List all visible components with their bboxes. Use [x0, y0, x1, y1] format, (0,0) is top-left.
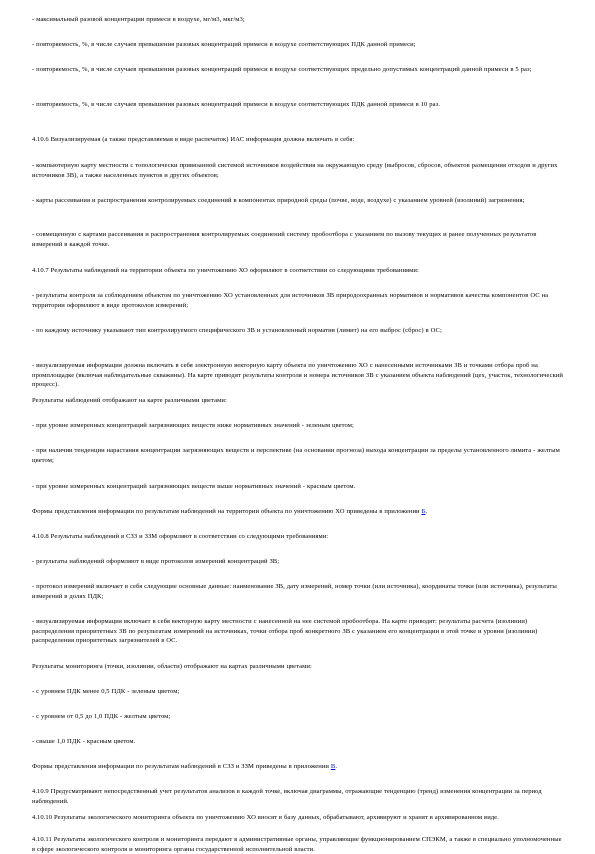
paragraph-9: 4.10.7 Результаты наблюдений на территории объекта по уничтожению ХО оформляют в соответствии со следующими требованиями:: [32, 267, 419, 274]
paragraph-3: - повторяемость, %, в числе случаев превышения разовых концентраций примеси в воздухе соответствующих предельно допустимых концентраций данной примеси в 5 раз;: [32, 66, 532, 73]
paragraph-7: - карты рассеивания и распространения контролируемых соединений в компонентах природной среды (почве, воде, воздухе) с указанием уровней (изолиний) загрязнения;: [32, 197, 525, 204]
paragraph-1: - максимальный разовой концентрации примеси в воздухе, мг/м3, мкг/м3;: [32, 16, 245, 23]
paragraph-26-text: Формы представления информации по результатам наблюдений в СЗЗ и ЗЗМ приведены в приложении: [32, 763, 331, 770]
paragraph-13: Результаты наблюдений отображают на карте различными цветами:: [32, 397, 227, 404]
paragraph-10: - результаты контроля за соблюдением объектом по уничтожению ХО установленных для источников ЗВ природоохранных нормативов и нормативов качества компонентов ОС на территории оформляют в виде протоколов измерений;: [32, 292, 549, 309]
paragraph-27: 4.10.9 Предусматривают непосредственный учет результатов анализов в каждой точке, включая диаграммы, отражающие тенденцию (тренд) изменения концентрации за период наблюдений.: [32, 788, 542, 805]
paragraph-20: - протокол измерений включает в себя следующие основные данные: наименование ЗВ, дату измерений, номер точки (или источника), координаты точки (или источника), результаты измерений в долях ПДК;: [32, 583, 557, 600]
paragraph-17: [32, 507, 427, 517]
paragraph-14: - при уровне измеренных концентраций загрязняющих веществ ниже нормативных значений - зеленым цветом;: [32, 422, 354, 429]
paragraph-4: - повторяемость, %, в числе случаев превышения разовых концентраций примеси в воздухе соответствующих ПДК данной примеси в 10 раз.: [32, 101, 440, 108]
paragraph-2: - повторяемость, %, в числе случаев превышения разовых концентраций примеси в воздухе соответствующих ПДК данной примеси;: [32, 41, 416, 48]
paragraph-26: [32, 762, 337, 772]
paragraph-23: - с уровнем ПДК менее 0,5 ПДК - зеленым цветом;: [32, 688, 180, 695]
appendix-b-link[interactable]: Б: [421, 508, 426, 515]
paragraph-25: - свыше 1,0 ПДК - красным цветом.: [32, 738, 136, 745]
paragraph-17-tail: .: [425, 508, 428, 515]
paragraph-6: - компьютерную карту местности с топологически привязанной системой источников воздействия на окружающую среду (выбросов, сбросов, объектов размещения отходов и других источников ЗВ), а также населенных пунктов и других объектов;: [32, 162, 558, 179]
paragraph-15: - при наличии тенденции нарастания концентрации загрязняющих веществ и перспективе (на основании прогноза) выхода концентрации за пределы установленного лимита - желтым цветом;: [32, 447, 560, 464]
paragraph-21: - визуализируемая информация включает в себя векторную карту местности с нанесенной на нее системой пробоотбора. На карте приводят: результаты расчета (изолинии) распределения приоритетных ЗВ по результатам измерений на источниках, точки отбора проб конкретного ЗВ с указанием его концентрации в этой точке и уровни (изолинии) распределения приоритетных загрязнителей в ОС.: [32, 618, 538, 645]
paragraph-22: Результаты мониторинга (точки, изолинии, области) отображают на картах различными цветами:: [32, 663, 312, 670]
paragraph-11: - по каждому источнику указывают тип контролируемого специфического ЗВ и установленный норматив (лимит) на его выброс (сброс) в ОС;: [32, 327, 442, 334]
paragraph-12: - визуализируемая информация должна включать в себя электронную векторную карту объекта по уничтожению ХО с нанесенными источниками ЗВ и точками отбора проб на промплощадке (включая наблюдательные скважины). На карте приводят результаты контроля и номера источников ЗВ с указанием объекта наблюдений (цех, участок, технологический процесс).: [32, 362, 563, 389]
paragraph-17-text: Формы представления информации по результатам наблюдений на территории объекта по уничтожению ХО приведены в приложении: [32, 508, 422, 515]
paragraph-5: 4.10.6 Визуализируемая (а также представляемая в виде распечаток) ИАС информация должна включать в себя:: [32, 136, 355, 143]
paragraph-18: 4.10.8 Результаты наблюдений в СЗЗ и ЗЗМ оформляют в соответствии со следующими требованиями:: [32, 533, 329, 540]
paragraph-16: - при уровне измеренных концентраций загрязняющих веществ выше нормативных значений - красным цветом.: [32, 483, 356, 490]
appendix-v-link[interactable]: В: [330, 763, 336, 770]
paragraph-19: - результаты наблюдений оформляют в виде протоколов измерений концентраций ЗВ;: [32, 558, 280, 565]
paragraph-29: 4.10.11 Результаты экологического контроля и мониторинга передают в административные органы, управляющие функционированием СПЭКМ, а также в специально уполномоченные в сфере экологического контроля и мониторинга органы государственной исполнительной власти.: [32, 836, 562, 853]
paragraph-26-tail: .: [335, 763, 338, 770]
paragraph-28: 4.10.10 Результаты экологического мониторинга объекта по уничтожению ХО вносят в базу данных, обрабатывают, архивируют и хранят в архивированном виде.: [32, 814, 499, 821]
paragraph-8: - совмещенную с картами рассеивания и распространения контролируемых соединений систему пробоотбора с указанием по вызову текущих и ранее полученных результатов измерений в каждой точке.: [32, 231, 537, 248]
paragraph-24: - с уровнем от 0,5 до 1,0 ПДК - желтым цветом;: [32, 713, 171, 720]
